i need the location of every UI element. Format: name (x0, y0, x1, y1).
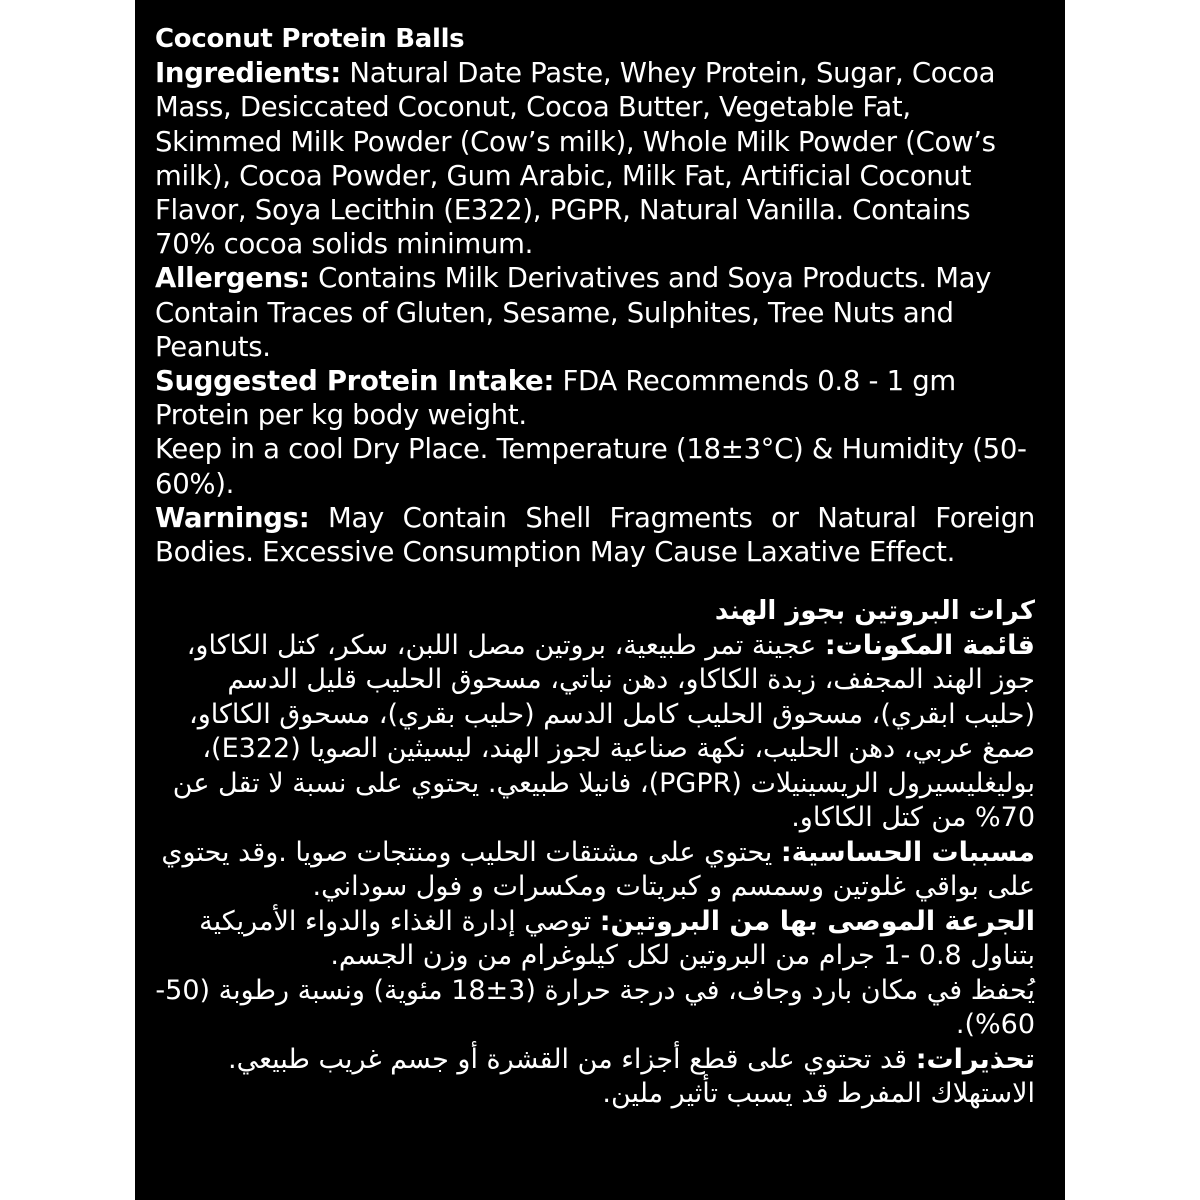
ingredients-label-ar: قائمة المكونات: (824, 629, 1035, 661)
allergens-text-ar: يحتوي على مشتقات الحليب ومنتجات صويا .وقد يحتوي على بواقي غلوتين وسمسم و كبريتات ومكسرات و فول سوداني. (161, 836, 1035, 903)
ingredients-text-en: Natural Date Paste, Whey Protein, Sugar, Cocoa Mass, Desiccated Coconut, Cocoa Butter, Vegetable Fat, Skimmed Milk Powder (Cow’s milk), Whole Milk Powder (Cow’s milk), Cocoa Powder, Gum Arabic, Milk Fat, Artificial Coconut Flavor, Soya Lecithin (E322), PGPR, Natural Vanilla. Contains 70% cocoa solids minimum. (155, 57, 996, 261)
protein-text-en: FDA Recommends 0.8 - 1 gm Protein per kg body weight. (155, 365, 956, 432)
english-section (155, 22, 1035, 569)
ingredients-label-en: Ingredients: (155, 57, 341, 90)
warnings-text-en: May Contain Shell Fragments or Natural Foreign Bodies. Excessive Consumption May Cause Laxative Effect. (155, 501, 1035, 569)
ingredients-paragraph-en (155, 56, 1035, 261)
product-label (135, 0, 1065, 1200)
ingredients-paragraph-ar (155, 629, 1035, 836)
protein-label-en: Suggested Protein Intake: (155, 365, 555, 398)
allergens-label-ar: مسببات الحساسية: (780, 836, 1035, 868)
product-title-en: Coconut Protein Balls (155, 24, 465, 54)
protein-paragraph-en (155, 364, 1035, 432)
allergens-paragraph-en (155, 261, 1035, 364)
allergens-text-en: Contains Milk Derivatives and Soya Products. May Contain Traces of Gluten, Sesame, Sulphites, Tree Nuts and Peanuts. (155, 262, 992, 363)
protein-text-ar: توصي إدارة الغذاء والدواء الأمريكية بتناول 0.8 -1 جرام من البروتين لكل كيلوغرام من وزن الجسم. (199, 905, 1035, 972)
warnings-label-ar: تحذيرات: (915, 1043, 1035, 1075)
allergens-label-en: Allergens: (155, 262, 310, 295)
arabic-section (155, 594, 1035, 1112)
protein-paragraph-ar (155, 905, 1035, 974)
warnings-text-ar: قد تحتوي على قطع أجزاء من القشرة أو جسم غريب طبيعي. الاستهلاك المفرط قد يسبب تأثير ملين. (227, 1043, 1035, 1110)
ingredients-text-ar: عجينة تمر طبيعية، بروتين مصل اللبن، سكر، كتل الكاكاو، جوز الهند المجفف، زبدة الكاكاو، دهن نباتي، مسحوق الحليب قليل الدسم (حليب ابقري)، مسحوق الحليب كامل الدسم (حليب بقري)، مسحوق الكاكاو، صمغ عربي، دهن الحليب، نكهة صناعية لجوز الهند، ليسيثين الصويا (E322)، بوليغليسيرول الريسينيلات (PGPR)، فانيلا طبيعي. يحتوي على نسبة لا تقل عن 70% من كتل الكاكاو. (172, 629, 1035, 834)
warnings-paragraph-en (155, 501, 1035, 569)
storage-paragraph-ar: يُحفظ في مكان بارد وجاف، في درجة حرارة (3±18 مئوية) ونسبة رطوبة (50-60%). (155, 974, 1035, 1041)
protein-label-ar: الجرعة الموصى بها من البروتين: (599, 905, 1035, 937)
warnings-paragraph-ar (155, 1043, 1035, 1112)
warnings-label-en: Warnings: (155, 501, 310, 534)
product-title-ar: كرات البروتين بجوز الهند (714, 596, 1035, 627)
allergens-paragraph-ar (155, 836, 1035, 905)
storage-paragraph-en: Keep in a cool Dry Place. Temperature (18±3°C) & Humidity (50-60%). (155, 433, 1027, 500)
